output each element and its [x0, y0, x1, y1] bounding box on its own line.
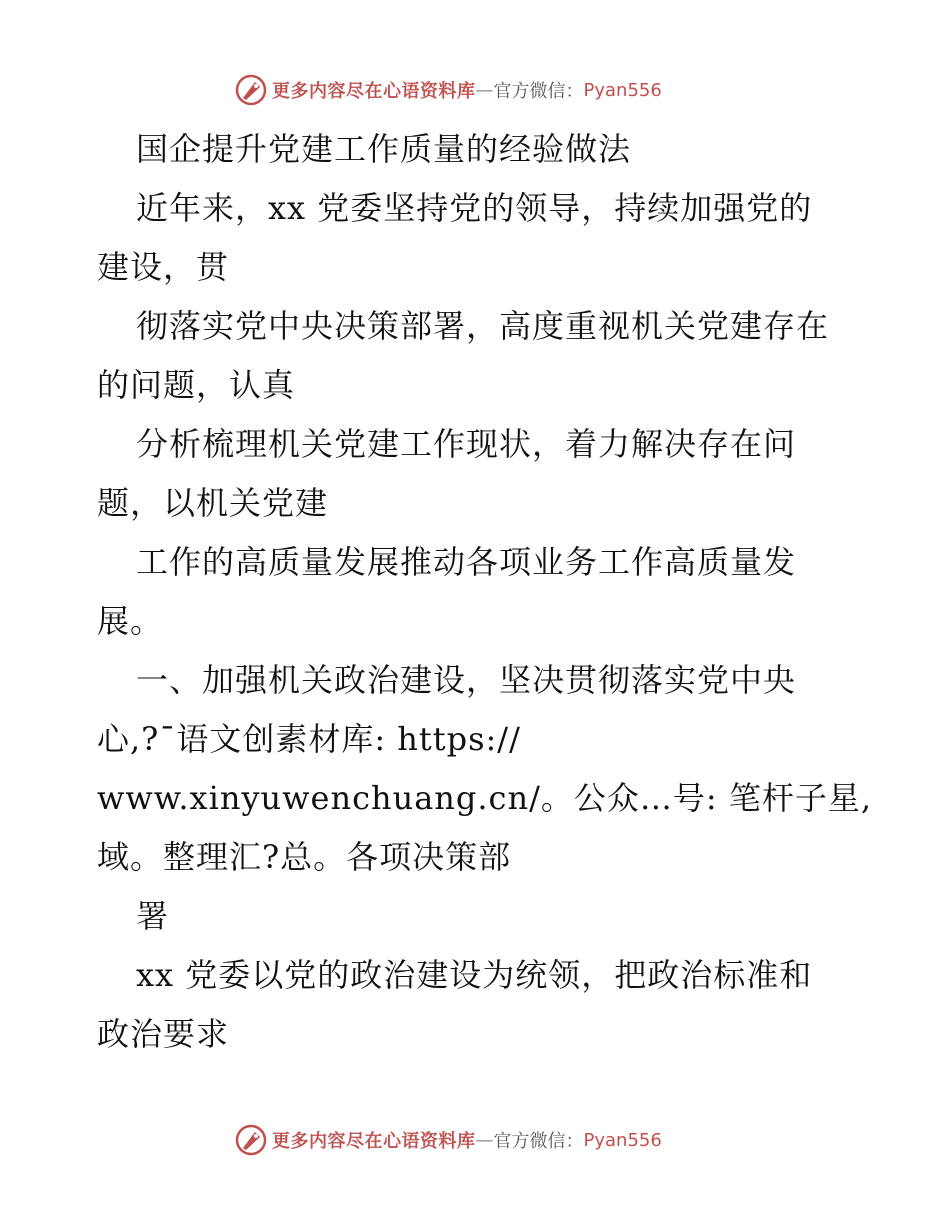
watermark-wechat-label: 官方微信： [493, 81, 584, 102]
watermark-wechat-id: Pyan556 [583, 79, 662, 101]
text-line: 域。整理汇?总。各项决策部 [97, 838, 512, 876]
text-line: 一、加强机关政治建设，坚决贯彻落实党中央 [136, 661, 797, 699]
text-line: 政治要求 [97, 1015, 230, 1053]
text-line: xx 党委以党的政治建设为统领，把政治标准和 [136, 956, 813, 994]
watermark-banner-bottom [234, 1120, 714, 1160]
pen-nib-logo-icon [234, 1123, 268, 1157]
watermark-banner-top [234, 70, 714, 110]
document-body [97, 120, 872, 1064]
watermark-main-text: 更多内容尽在心语资料库 [272, 1131, 476, 1152]
text-line: 工作的高质量发展推动各项业务工作高质量发 [136, 543, 797, 581]
watermark-wechat-label: 官方微信： [493, 1131, 584, 1152]
text-line: www.xinyuwenchuang.cn/。公众…号: 笔杆子星, [97, 779, 872, 817]
text-line: 展。 [97, 602, 164, 640]
text-line: 的问题，认真 [97, 366, 296, 404]
watermark-wechat-id: Pyan556 [583, 1129, 662, 1151]
watermark-dash: — [475, 79, 494, 101]
pen-nib-logo-icon [234, 73, 268, 107]
text-line: 分析梳理机关党建工作现状，着力解决存在问 [136, 425, 797, 463]
watermark-main-text: 更多内容尽在心语资料库 [272, 81, 476, 102]
watermark-dash: — [475, 1129, 494, 1151]
text-line: 国企提升党建工作质量的经验做法 [136, 130, 632, 168]
text-line: 题，以机关党建 [97, 484, 329, 522]
text-line: 署 [136, 897, 170, 935]
text-line: 彻落实党中央决策部署，高度重视机关党建存在 [136, 307, 830, 345]
text-line: 近年来，xx 党委坚持党的领导，持续加强党的 [136, 189, 813, 227]
text-line: 心,?¯语文创素材库: https:// [97, 720, 521, 758]
text-line: 建设，贯 [97, 248, 230, 286]
